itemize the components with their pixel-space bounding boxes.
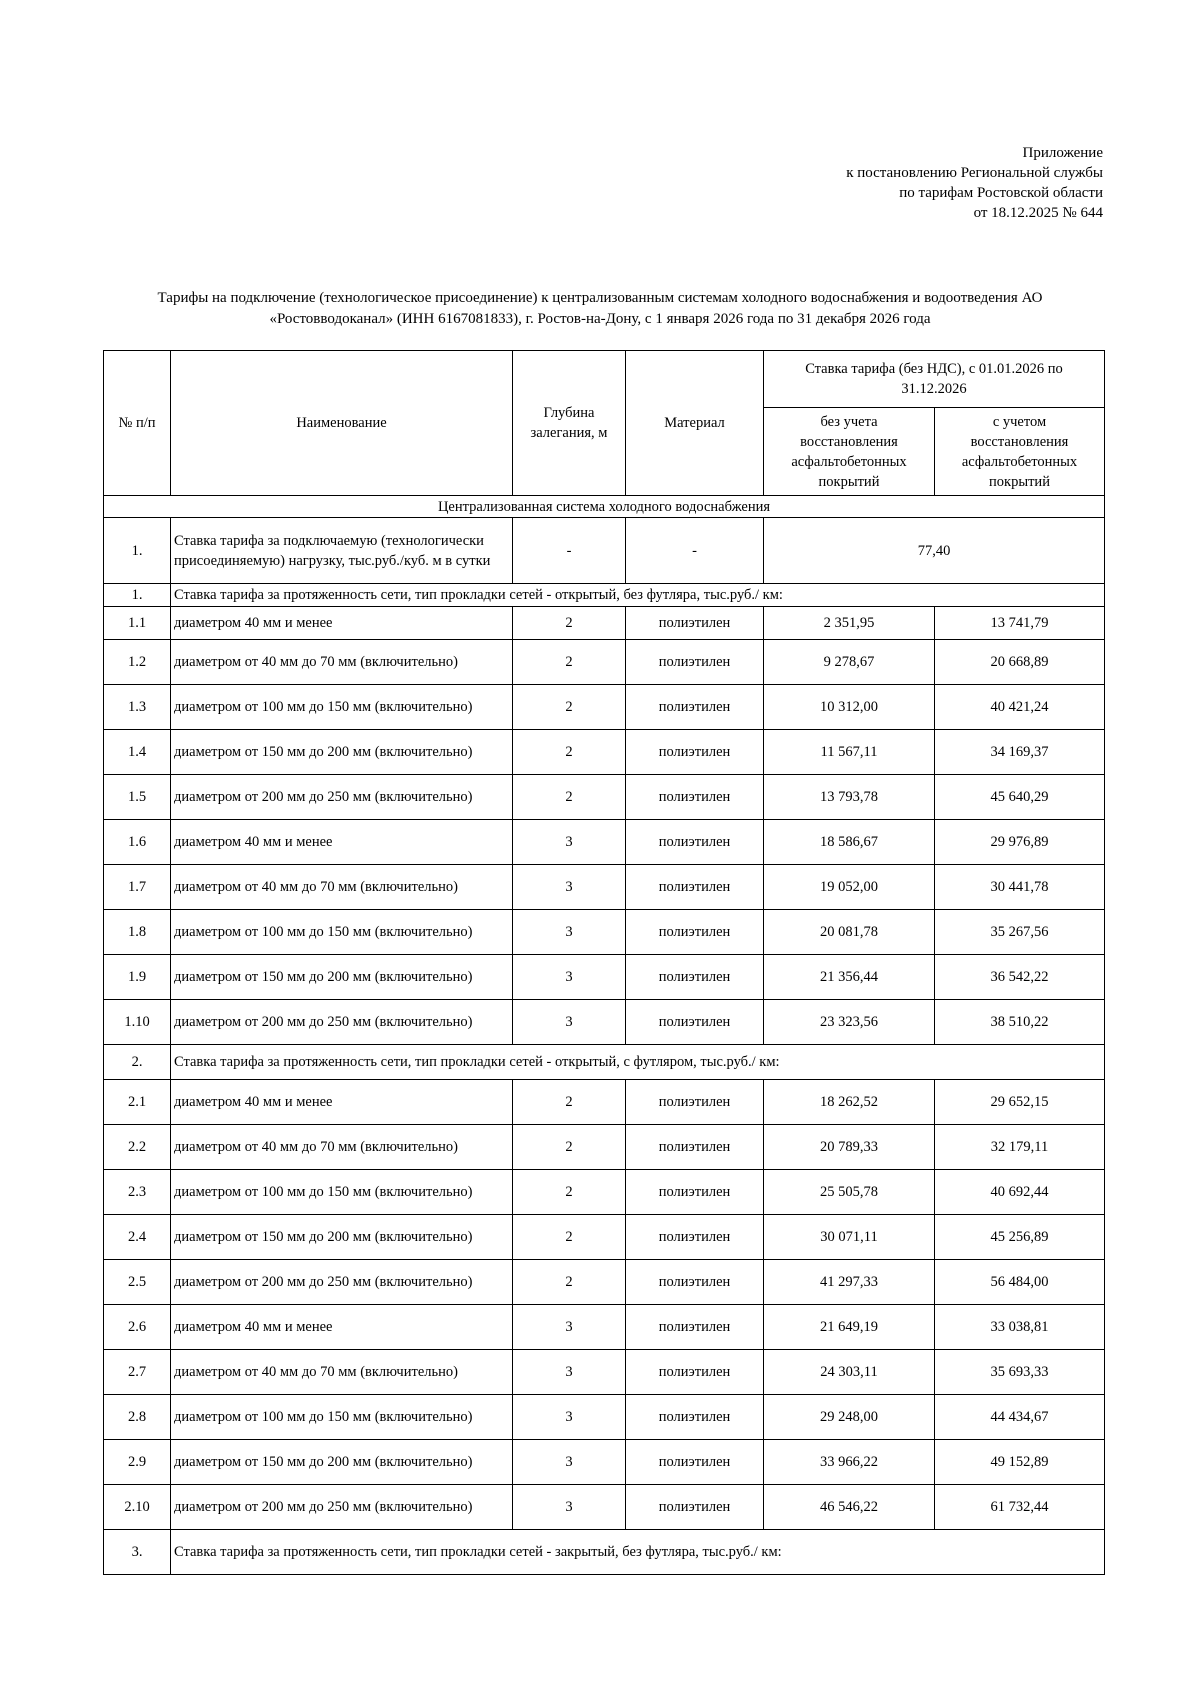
row-num: 2.10	[104, 1485, 171, 1530]
row-num: 2.7	[104, 1350, 171, 1395]
appendix-line: от 18.12.2025 № 644	[973, 205, 1103, 221]
table-row	[104, 1350, 1105, 1395]
row-rate-without-asphalt: 13 793,78	[764, 775, 935, 820]
row-name: диаметром от 40 мм до 70 мм (включительно)	[171, 640, 513, 685]
group-row	[104, 584, 1105, 607]
row-num: 1.3	[104, 685, 171, 730]
group-num: 3.	[104, 1530, 171, 1575]
row-num: 2.3	[104, 1170, 171, 1215]
row-num: 1.5	[104, 775, 171, 820]
table-row	[104, 1080, 1105, 1125]
load-rate-name: Ставка тарифа за подключаемую (технологически присоединяемую) нагрузку, тыс.руб./куб. м в сутки	[171, 518, 513, 584]
row-num: 2.6	[104, 1305, 171, 1350]
header-depth: Глубина залегания, м	[513, 351, 626, 496]
row-material: полиэтилен	[626, 1440, 764, 1485]
row-rate-without-asphalt: 11 567,11	[764, 730, 935, 775]
row-rate-with-asphalt: 29 976,89	[935, 820, 1105, 865]
table-row	[104, 1125, 1105, 1170]
row-rate-without-asphalt: 29 248,00	[764, 1395, 935, 1440]
row-rate-with-asphalt: 33 038,81	[935, 1305, 1105, 1350]
table-row	[104, 640, 1105, 685]
row-depth: 2	[513, 607, 626, 640]
row-material: полиэтилен	[626, 1485, 764, 1530]
row-depth: 3	[513, 865, 626, 910]
row-rate-with-asphalt: 45 256,89	[935, 1215, 1105, 1260]
row-rate-without-asphalt: 21 649,19	[764, 1305, 935, 1350]
row-name: диаметром 40 мм и менее	[171, 1305, 513, 1350]
row-name: диаметром от 150 мм до 200 мм (включительно)	[171, 955, 513, 1000]
group-num: 1.	[104, 584, 171, 607]
row-material: полиэтилен	[626, 775, 764, 820]
row-name: диаметром от 200 мм до 250 мм (включительно)	[171, 775, 513, 820]
appendix-line: по тарифам Ростовской области	[899, 185, 1103, 201]
row-material: полиэтилен	[626, 1170, 764, 1215]
row-rate-without-asphalt: 18 586,67	[764, 820, 935, 865]
table-row	[104, 1170, 1105, 1215]
row-rate-without-asphalt: 41 297,33	[764, 1260, 935, 1305]
row-name: диаметром от 200 мм до 250 мм (включительно)	[171, 1485, 513, 1530]
row-depth: 2	[513, 1215, 626, 1260]
table-row	[104, 910, 1105, 955]
header-num: № п/п	[104, 351, 171, 496]
section-title: Централизованная система холодного водоснабжения	[104, 496, 1105, 518]
row-depth: 2	[513, 640, 626, 685]
row-depth: 3	[513, 1000, 626, 1045]
row-rate-with-asphalt: 13 741,79	[935, 607, 1105, 640]
row-num: 1.1	[104, 607, 171, 640]
row-name: диаметром от 150 мм до 200 мм (включительно)	[171, 730, 513, 775]
row-rate-without-asphalt: 30 071,11	[764, 1215, 935, 1260]
row-rate-without-asphalt: 19 052,00	[764, 865, 935, 910]
row-material: полиэтилен	[626, 865, 764, 910]
table-row	[104, 865, 1105, 910]
row-rate-with-asphalt: 29 652,15	[935, 1080, 1105, 1125]
row-material: полиэтилен	[626, 820, 764, 865]
group-title: Ставка тарифа за протяженность сети, тип прокладки сетей - открытый, без футляра, тыс.руб./ км:	[171, 584, 1105, 607]
row-depth: 3	[513, 1440, 626, 1485]
row-name: диаметром от 200 мм до 250 мм (включительно)	[171, 1000, 513, 1045]
row-rate-with-asphalt: 20 668,89	[935, 640, 1105, 685]
group-title: Ставка тарифа за протяженность сети, тип прокладки сетей - открытый, с футляром, тыс.руб./ км:	[171, 1045, 1105, 1080]
row-rate-with-asphalt: 56 484,00	[935, 1260, 1105, 1305]
row-depth: 2	[513, 730, 626, 775]
row-name: диаметром от 100 мм до 150 мм (включительно)	[171, 910, 513, 955]
table-row	[104, 820, 1105, 865]
row-name: диаметром от 100 мм до 150 мм (включительно)	[171, 685, 513, 730]
row-rate-without-asphalt: 46 546,22	[764, 1485, 935, 1530]
group-row	[104, 1530, 1105, 1575]
table-row	[104, 955, 1105, 1000]
table-row	[104, 1305, 1105, 1350]
row-material: полиэтилен	[626, 1350, 764, 1395]
group-title: Ставка тарифа за протяженность сети, тип прокладки сетей - закрытый, без футляра, тыс.руб./ км:	[171, 1530, 1105, 1575]
load-rate-depth: -	[513, 518, 626, 584]
row-depth: 3	[513, 820, 626, 865]
row-rate-with-asphalt: 35 693,33	[935, 1350, 1105, 1395]
table-row	[104, 1395, 1105, 1440]
table-row	[104, 1485, 1105, 1530]
row-rate-with-asphalt: 61 732,44	[935, 1485, 1105, 1530]
row-rate-without-asphalt: 25 505,78	[764, 1170, 935, 1215]
row-rate-without-asphalt: 9 278,67	[764, 640, 935, 685]
appendix-line: Приложение	[1022, 145, 1103, 161]
row-rate-with-asphalt: 49 152,89	[935, 1440, 1105, 1485]
row-material: полиэтилен	[626, 1000, 764, 1045]
row-num: 1.10	[104, 1000, 171, 1045]
row-depth: 2	[513, 1170, 626, 1215]
row-rate-without-asphalt: 33 966,22	[764, 1440, 935, 1485]
row-rate-with-asphalt: 40 692,44	[935, 1170, 1105, 1215]
row-name: диаметром 40 мм и менее	[171, 607, 513, 640]
row-name: диаметром от 40 мм до 70 мм (включительно)	[171, 1125, 513, 1170]
row-depth: 3	[513, 1395, 626, 1440]
row-num: 2.9	[104, 1440, 171, 1485]
row-material: полиэтилен	[626, 1260, 764, 1305]
header-material: Материал	[626, 351, 764, 496]
row-name: диаметром от 150 мм до 200 мм (включительно)	[171, 1215, 513, 1260]
row-num: 2.5	[104, 1260, 171, 1305]
row-depth: 3	[513, 910, 626, 955]
row-material: полиэтилен	[626, 640, 764, 685]
row-depth: 2	[513, 1125, 626, 1170]
row-rate-without-asphalt: 20 789,33	[764, 1125, 935, 1170]
row-num: 1.2	[104, 640, 171, 685]
row-rate-with-asphalt: 30 441,78	[935, 865, 1105, 910]
row-rate-without-asphalt: 23 323,56	[764, 1000, 935, 1045]
tariff-table	[103, 350, 1105, 1575]
row-num: 2.2	[104, 1125, 171, 1170]
row-material: полиэтилен	[626, 910, 764, 955]
document-title	[100, 288, 1100, 330]
appendix-line: к постановлению Региональной службы	[846, 165, 1103, 181]
row-rate-with-asphalt: 34 169,37	[935, 730, 1105, 775]
row-depth: 3	[513, 955, 626, 1000]
row-depth: 2	[513, 685, 626, 730]
row-num: 1.7	[104, 865, 171, 910]
table-row	[104, 685, 1105, 730]
row-material: полиэтилен	[626, 607, 764, 640]
row-name: диаметром 40 мм и менее	[171, 1080, 513, 1125]
appendix-block	[846, 143, 1103, 223]
row-name: диаметром от 40 мм до 70 мм (включительно)	[171, 1350, 513, 1395]
header-rate-without-asphalt: без учета восстановления асфальтобетонных покрытий	[764, 408, 935, 496]
row-rate-with-asphalt: 38 510,22	[935, 1000, 1105, 1045]
row-depth: 2	[513, 1260, 626, 1305]
row-name: диаметром от 100 мм до 150 мм (включительно)	[171, 1170, 513, 1215]
header-name: Наименование	[171, 351, 513, 496]
row-rate-without-asphalt: 18 262,52	[764, 1080, 935, 1125]
row-name: диаметром от 40 мм до 70 мм (включительно)	[171, 865, 513, 910]
load-rate-material: -	[626, 518, 764, 584]
table-row	[104, 775, 1105, 820]
group-num: 2.	[104, 1045, 171, 1080]
row-num: 1.9	[104, 955, 171, 1000]
table-row	[104, 1260, 1105, 1305]
row-material: полиэтилен	[626, 1305, 764, 1350]
row-num: 1.6	[104, 820, 171, 865]
table-row	[104, 607, 1105, 640]
row-rate-with-asphalt: 35 267,56	[935, 910, 1105, 955]
row-num: 1.4	[104, 730, 171, 775]
row-rate-with-asphalt: 32 179,11	[935, 1125, 1105, 1170]
row-rate-without-asphalt: 2 351,95	[764, 607, 935, 640]
row-name: диаметром от 150 мм до 200 мм (включительно)	[171, 1440, 513, 1485]
row-name: диаметром от 200 мм до 250 мм (включительно)	[171, 1260, 513, 1305]
row-depth: 3	[513, 1350, 626, 1395]
row-material: полиэтилен	[626, 1395, 764, 1440]
row-rate-with-asphalt: 44 434,67	[935, 1395, 1105, 1440]
row-depth: 2	[513, 775, 626, 820]
group-row	[104, 1045, 1105, 1080]
row-rate-without-asphalt: 20 081,78	[764, 910, 935, 955]
row-rate-without-asphalt: 24 303,11	[764, 1350, 935, 1395]
title-line: Тарифы на подключение (технологическое присоединение) к централизованным системам холодного водоснабжения и водоотведения АО	[157, 290, 1043, 306]
row-material: полиэтилен	[626, 955, 764, 1000]
header-rate-with-asphalt: с учетом восстановления асфальтобетонных покрытий	[935, 408, 1105, 496]
row-depth: 2	[513, 1080, 626, 1125]
load-rate-value: 77,40	[764, 518, 1105, 584]
title-line: «Ростовводоканал» (ИНН 6167081833), г. Ростов-на-Дону, с 1 января 2026 года по 31 декабря 2026 года	[269, 311, 931, 327]
table-row	[104, 1440, 1105, 1485]
row-rate-without-asphalt: 10 312,00	[764, 685, 935, 730]
row-rate-without-asphalt: 21 356,44	[764, 955, 935, 1000]
row-material: полиэтилен	[626, 685, 764, 730]
load-rate-num: 1.	[104, 518, 171, 584]
row-depth: 3	[513, 1305, 626, 1350]
table-row	[104, 730, 1105, 775]
row-num: 2.8	[104, 1395, 171, 1440]
row-material: полиэтилен	[626, 730, 764, 775]
row-num: 1.8	[104, 910, 171, 955]
row-name: диаметром 40 мм и менее	[171, 820, 513, 865]
row-depth: 3	[513, 1485, 626, 1530]
row-num: 2.4	[104, 1215, 171, 1260]
row-name: диаметром от 100 мм до 150 мм (включительно)	[171, 1395, 513, 1440]
table-row	[104, 1215, 1105, 1260]
row-material: полиэтилен	[626, 1080, 764, 1125]
row-rate-with-asphalt: 36 542,22	[935, 955, 1105, 1000]
row-material: полиэтилен	[626, 1125, 764, 1170]
row-rate-with-asphalt: 45 640,29	[935, 775, 1105, 820]
header-rate: Ставка тарифа (без НДС), с 01.01.2026 по 31.12.2026	[764, 351, 1105, 408]
row-num: 2.1	[104, 1080, 171, 1125]
table-row	[104, 1000, 1105, 1045]
row-rate-with-asphalt: 40 421,24	[935, 685, 1105, 730]
row-material: полиэтилен	[626, 1215, 764, 1260]
